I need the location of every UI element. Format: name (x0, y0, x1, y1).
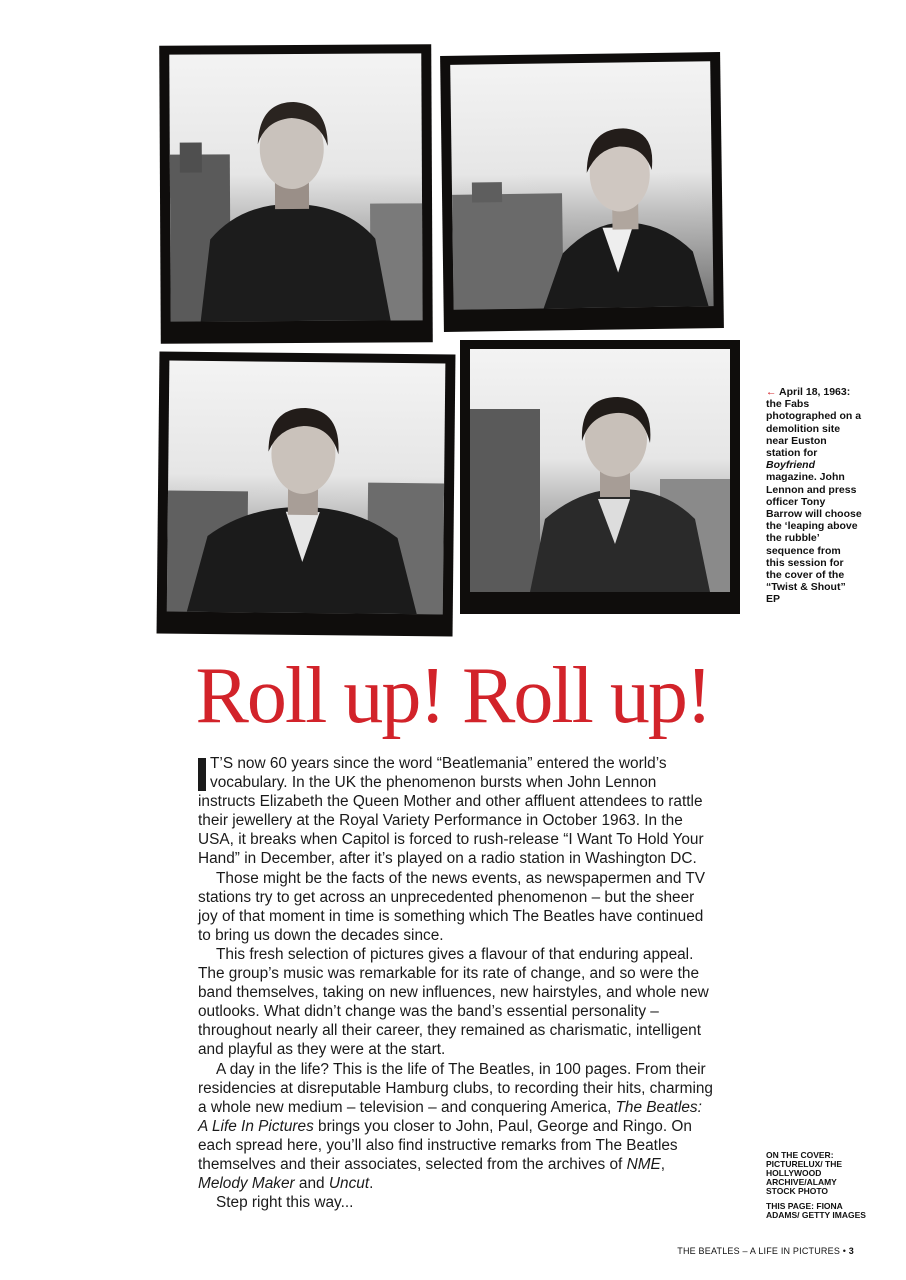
book-title: The Beatles: A Life In Pictures (198, 1098, 702, 1135)
picture-credits (766, 1151, 866, 1226)
photo-john-lennon (159, 44, 433, 343)
separator-1: , (660, 1155, 666, 1173)
credit-page: THIS PAGE: FIONA ADAMS/ GETTY IMAGES (766, 1201, 866, 1220)
caption-text: April 18, 1963: the Fabs photographed on a demolition site near Euston station for (766, 386, 862, 460)
photo-george-harrison (157, 351, 456, 636)
paragraph-4-text-2: brings you closer to John, Paul, George and Ringo. On each spread here, you’ll also find instructive remarks from The Beatles themselves and their associates, selected from the archives of (198, 1117, 692, 1173)
page-title: Roll up! Roll up! (195, 652, 711, 740)
paragraph-4-end: . (369, 1175, 374, 1193)
article-paragraph-5: Step right this way... (216, 1194, 354, 1212)
article-paragraph-2: Those might be the facts of the news events, as newspapermen and TV stations try to get across an unprecedented phenomenon – but the sheer joy of that moment in time is something which The Beatles have continued to bring us down the decades since. (198, 869, 706, 944)
paragraph-4-text: A day in the life? This is the life of The Beatles, in 100 pages. From their residencies at disreputable Hamburg clubs, to recording their hits, charming a whole new medium – television – and conquering America, (198, 1060, 713, 1116)
arrow-left-icon: ← (766, 386, 777, 398)
photo-paul-mccartney (440, 52, 724, 332)
paragraph-1-text: T’S now 60 years since the word “Beatlemania” entered the world’s vocabulary. In the UK the phenomenon bursts when John Lennon instructs Elizabeth the Queen Mother and other affluent attendees to rattle their jewellery at the Royal Variety Performance in October 1963. In the USA, it breaks when Capitol is forced to rush-release “I Want To Hold Your Hand” in December, after it’s played on a radio station in Washington DC. (198, 755, 704, 868)
article-body (198, 754, 714, 1212)
article-paragraph-1 (198, 754, 714, 869)
separator-2: and (294, 1175, 329, 1193)
magazine-nme: NME (626, 1155, 661, 1173)
photo-caption (766, 386, 862, 606)
drop-cap-bar (198, 758, 206, 791)
photo-ringo-starr (460, 340, 740, 614)
magazine-uncut: Uncut (328, 1175, 370, 1193)
credit-cover: ON THE COVER: PICTURELUX/ THE HOLLYWOOD ARCHIVE/ALAMY STOCK PHOTO (766, 1150, 843, 1196)
caption-text-end: magazine. John Lennon and press officer Tony Barrow will choose the ‘leaping above the rubble’ sequence from this session for the cover of the “Twist & Shout” EP (766, 471, 862, 606)
page-number: 3 (848, 1246, 854, 1256)
footer-title: THE BEATLES – A LIFE IN PICTURES • (677, 1246, 849, 1256)
caption-magazine-name: Boyfriend (766, 459, 816, 472)
magazine-melody-maker: Melody Maker (198, 1175, 295, 1193)
article-paragraph-3: This fresh selection of pictures gives a flavour of that enduring appeal. The group’s music was remarkable for its rate of change, and so were the band themselves, taking on new influences, new hairstyles, and whole new outlooks. What didn’t change was the band’s essential personality – throughout nearly all their career, they remained as charismatic, intelligent and playful as they were at the start. (198, 945, 709, 1059)
article-paragraph-4 (198, 1060, 714, 1194)
page-footer (677, 1246, 854, 1256)
